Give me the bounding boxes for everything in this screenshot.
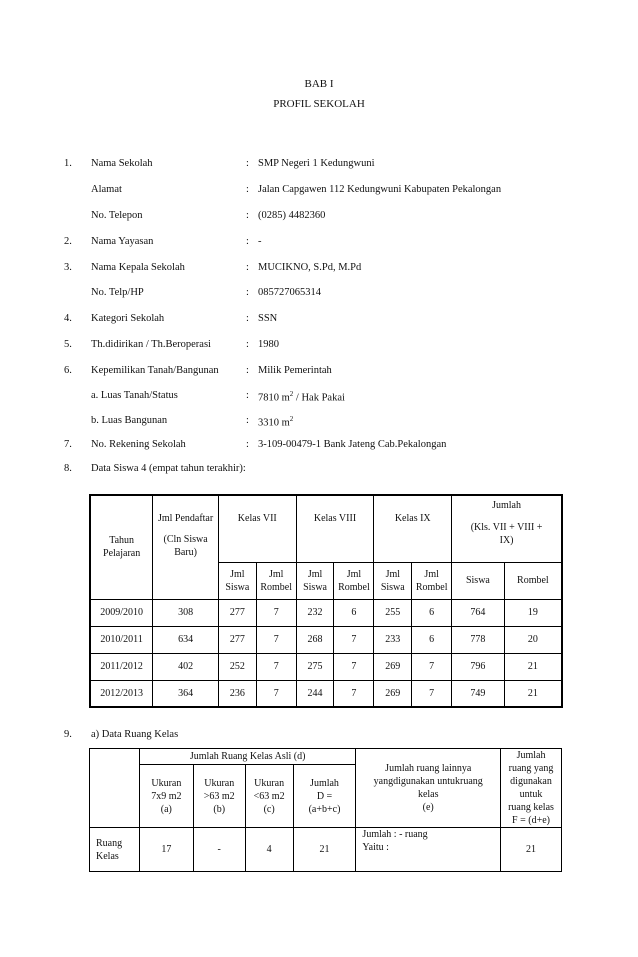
item-9-label: a) Data Ruang Kelas (91, 729, 179, 740)
table-cell: 21 (504, 653, 562, 680)
subheader-rombel: Jml Rombel (334, 562, 374, 599)
table-cell: 252 (218, 653, 256, 680)
cell-c: 4 (245, 828, 293, 872)
header-size-a: Ukuran 7x9 m2 (a) (139, 765, 193, 828)
subheader-total-students: Siswa (452, 562, 505, 599)
subheader-rombel: Jml Rombel (412, 562, 452, 599)
table-cell: 6 (334, 599, 374, 626)
header-year: Tahun Pelajaran (90, 495, 153, 599)
document-page: BAB I PROFIL SEKOLAH 1. Nama Sekolah : SMP Negeri 1 Kedungwuni Alamat : Jalan Capgawen 112 Kedungwuni Kabupaten Pekalongan No. Telepon : (0285) 4482360 2. Nama Yayasan : - 3. Nama Kepala Sekolah : MUCIKNO, S.Pd, M.Pd No. Telp/HP : 085727065314 4. Kategori Sekolah : SSN 5. Th.didirikan / Th.Beroperasi : 1980 6. Kepemilikan Tanah/Bangunan : Milik Pemerintah a. Luas Tanah/Status : 7810 $m^2$ / Hak Pakai b. Luas Bangunan : 3310 $m^2$ 7. No. Rekening Sekolah : 3-109-00479-1 Bank Jateng Cab.Pekalongan 8. Data Siswa 4 (empat tahun terakhir): Tahun Pelajaran Jml Pendaftar (Cln Siswa Baru) Kelas VII Kelas VIII Kelas IX Jumlah (Kls. VII + VIII + IX) Jml Siswa Jml Rombel Jml Siswa Jml Rombel Jml Siswa Jml Rombel Siswa Rombel 2009/2010 308 277 7 232 6 255 6 764 19 2010/2011 634 277 7 268 7 233 6 778 20 2011/2012 402 252 7 275 7 269 7 796 21 2012/2013 364 236 7 244 7 269 7 749 21 9. a) Data Ruang Kelas Jumlah Ruang Kelas Asli (d) Jumlah ruang lainnya yangdigunakan untukruang kelas (e) Jumlah ruang yang digunakan untuk ruang kelas F = (d+e) Ukuran 7x9 m2 (a) Ukuran >63 m2 (b) Ukuran <63 m2 (c) Jumlah D = (a+b+c) Ruang Kelas 17 - 4 21 Jumlah : - ruang Yaitu : 21 (0, 0, 638, 957)
header-total: Jumlah (Kls. VII + VIII + IX) (452, 495, 562, 562)
row-label-classroom: Ruang Kelas (90, 828, 140, 872)
header-grade-7: Kelas VII (218, 495, 296, 562)
table-row (90, 626, 562, 653)
table-cell: 7 (256, 599, 296, 626)
section-title: PROFIL SEKOLAH (273, 98, 365, 110)
table-cell: 7 (334, 626, 374, 653)
table-cell: 2011/2012 (90, 653, 153, 680)
cell-d: 21 (293, 828, 356, 872)
table-cell: 6 (412, 626, 452, 653)
header-grade-9: Kelas IX (374, 495, 452, 562)
header-registrants: Jml Pendaftar (Cln Siswa Baru) (153, 495, 219, 599)
table-cell: 7 (256, 626, 296, 653)
table-cell: 244 (296, 680, 334, 707)
header-sum-d: Jumlah D = (a+b+c) (293, 765, 356, 828)
cell-a: 17 (139, 828, 193, 872)
table-cell: 402 (153, 653, 219, 680)
cell-f: 21 (501, 828, 562, 872)
student-table-body (90, 599, 562, 707)
table-cell: 7 (256, 653, 296, 680)
table-cell: 19 (504, 599, 562, 626)
table-cell: 364 (153, 680, 219, 707)
table-cell: 277 (218, 626, 256, 653)
table-cell: 308 (153, 599, 219, 626)
subheader-students: Jml Siswa (296, 562, 334, 599)
table-cell: 634 (153, 626, 219, 653)
table-cell: 232 (296, 599, 334, 626)
table-cell: 778 (452, 626, 505, 653)
table-cell: 21 (504, 680, 562, 707)
table-cell: 269 (374, 653, 412, 680)
table-cell: 236 (218, 680, 256, 707)
header-size-b: Ukuran >63 m2 (b) (193, 765, 245, 828)
table-cell: 268 (296, 626, 334, 653)
table-cell: 764 (452, 599, 505, 626)
chapter-title: BAB I (304, 78, 334, 90)
subheader-rombel: Jml Rombel (256, 562, 296, 599)
table-cell: 749 (452, 680, 505, 707)
student-data-table (89, 494, 563, 708)
table-cell: 233 (374, 626, 412, 653)
table-cell: 7 (334, 653, 374, 680)
subheader-total-rombel: Rombel (504, 562, 562, 599)
table-cell: 255 (374, 599, 412, 626)
table-cell: 277 (218, 599, 256, 626)
header-grade-8: Kelas VIII (296, 495, 374, 562)
header-other-rooms: Jumlah ruang lainnya yangdigunakan untukruang kelas (e) (356, 749, 501, 828)
table-cell: 7 (256, 680, 296, 707)
cell-b: - (193, 828, 245, 872)
table-cell: 269 (374, 680, 412, 707)
table-cell: 6 (412, 599, 452, 626)
table-cell: 7 (412, 680, 452, 707)
header-total-used: Jumlah ruang yang digunakan untuk ruang kelas F = (d+e) (501, 749, 562, 828)
table-cell: 2009/2010 (90, 599, 153, 626)
subheader-students: Jml Siswa (218, 562, 256, 599)
table-cell: 2012/2013 (90, 680, 153, 707)
header-original-rooms: Jumlah Ruang Kelas Asli (d) (139, 749, 356, 765)
table-cell: 7 (412, 653, 452, 680)
subheader-students: Jml Siswa (374, 562, 412, 599)
table-row (90, 653, 562, 680)
table-cell: 20 (504, 626, 562, 653)
table-cell: 796 (452, 653, 505, 680)
table-cell: 275 (296, 653, 334, 680)
table-cell: 2010/2011 (90, 626, 153, 653)
header-size-c: Ukuran <63 m2 (c) (245, 765, 293, 828)
table-row (90, 680, 562, 707)
cell-e: Jumlah : - ruang Yaitu : (356, 828, 501, 872)
item-9-num: 9. (64, 729, 72, 740)
table-cell: 7 (334, 680, 374, 707)
table-row (90, 599, 562, 626)
classroom-table (89, 748, 562, 872)
blank-header-cell (90, 749, 140, 828)
